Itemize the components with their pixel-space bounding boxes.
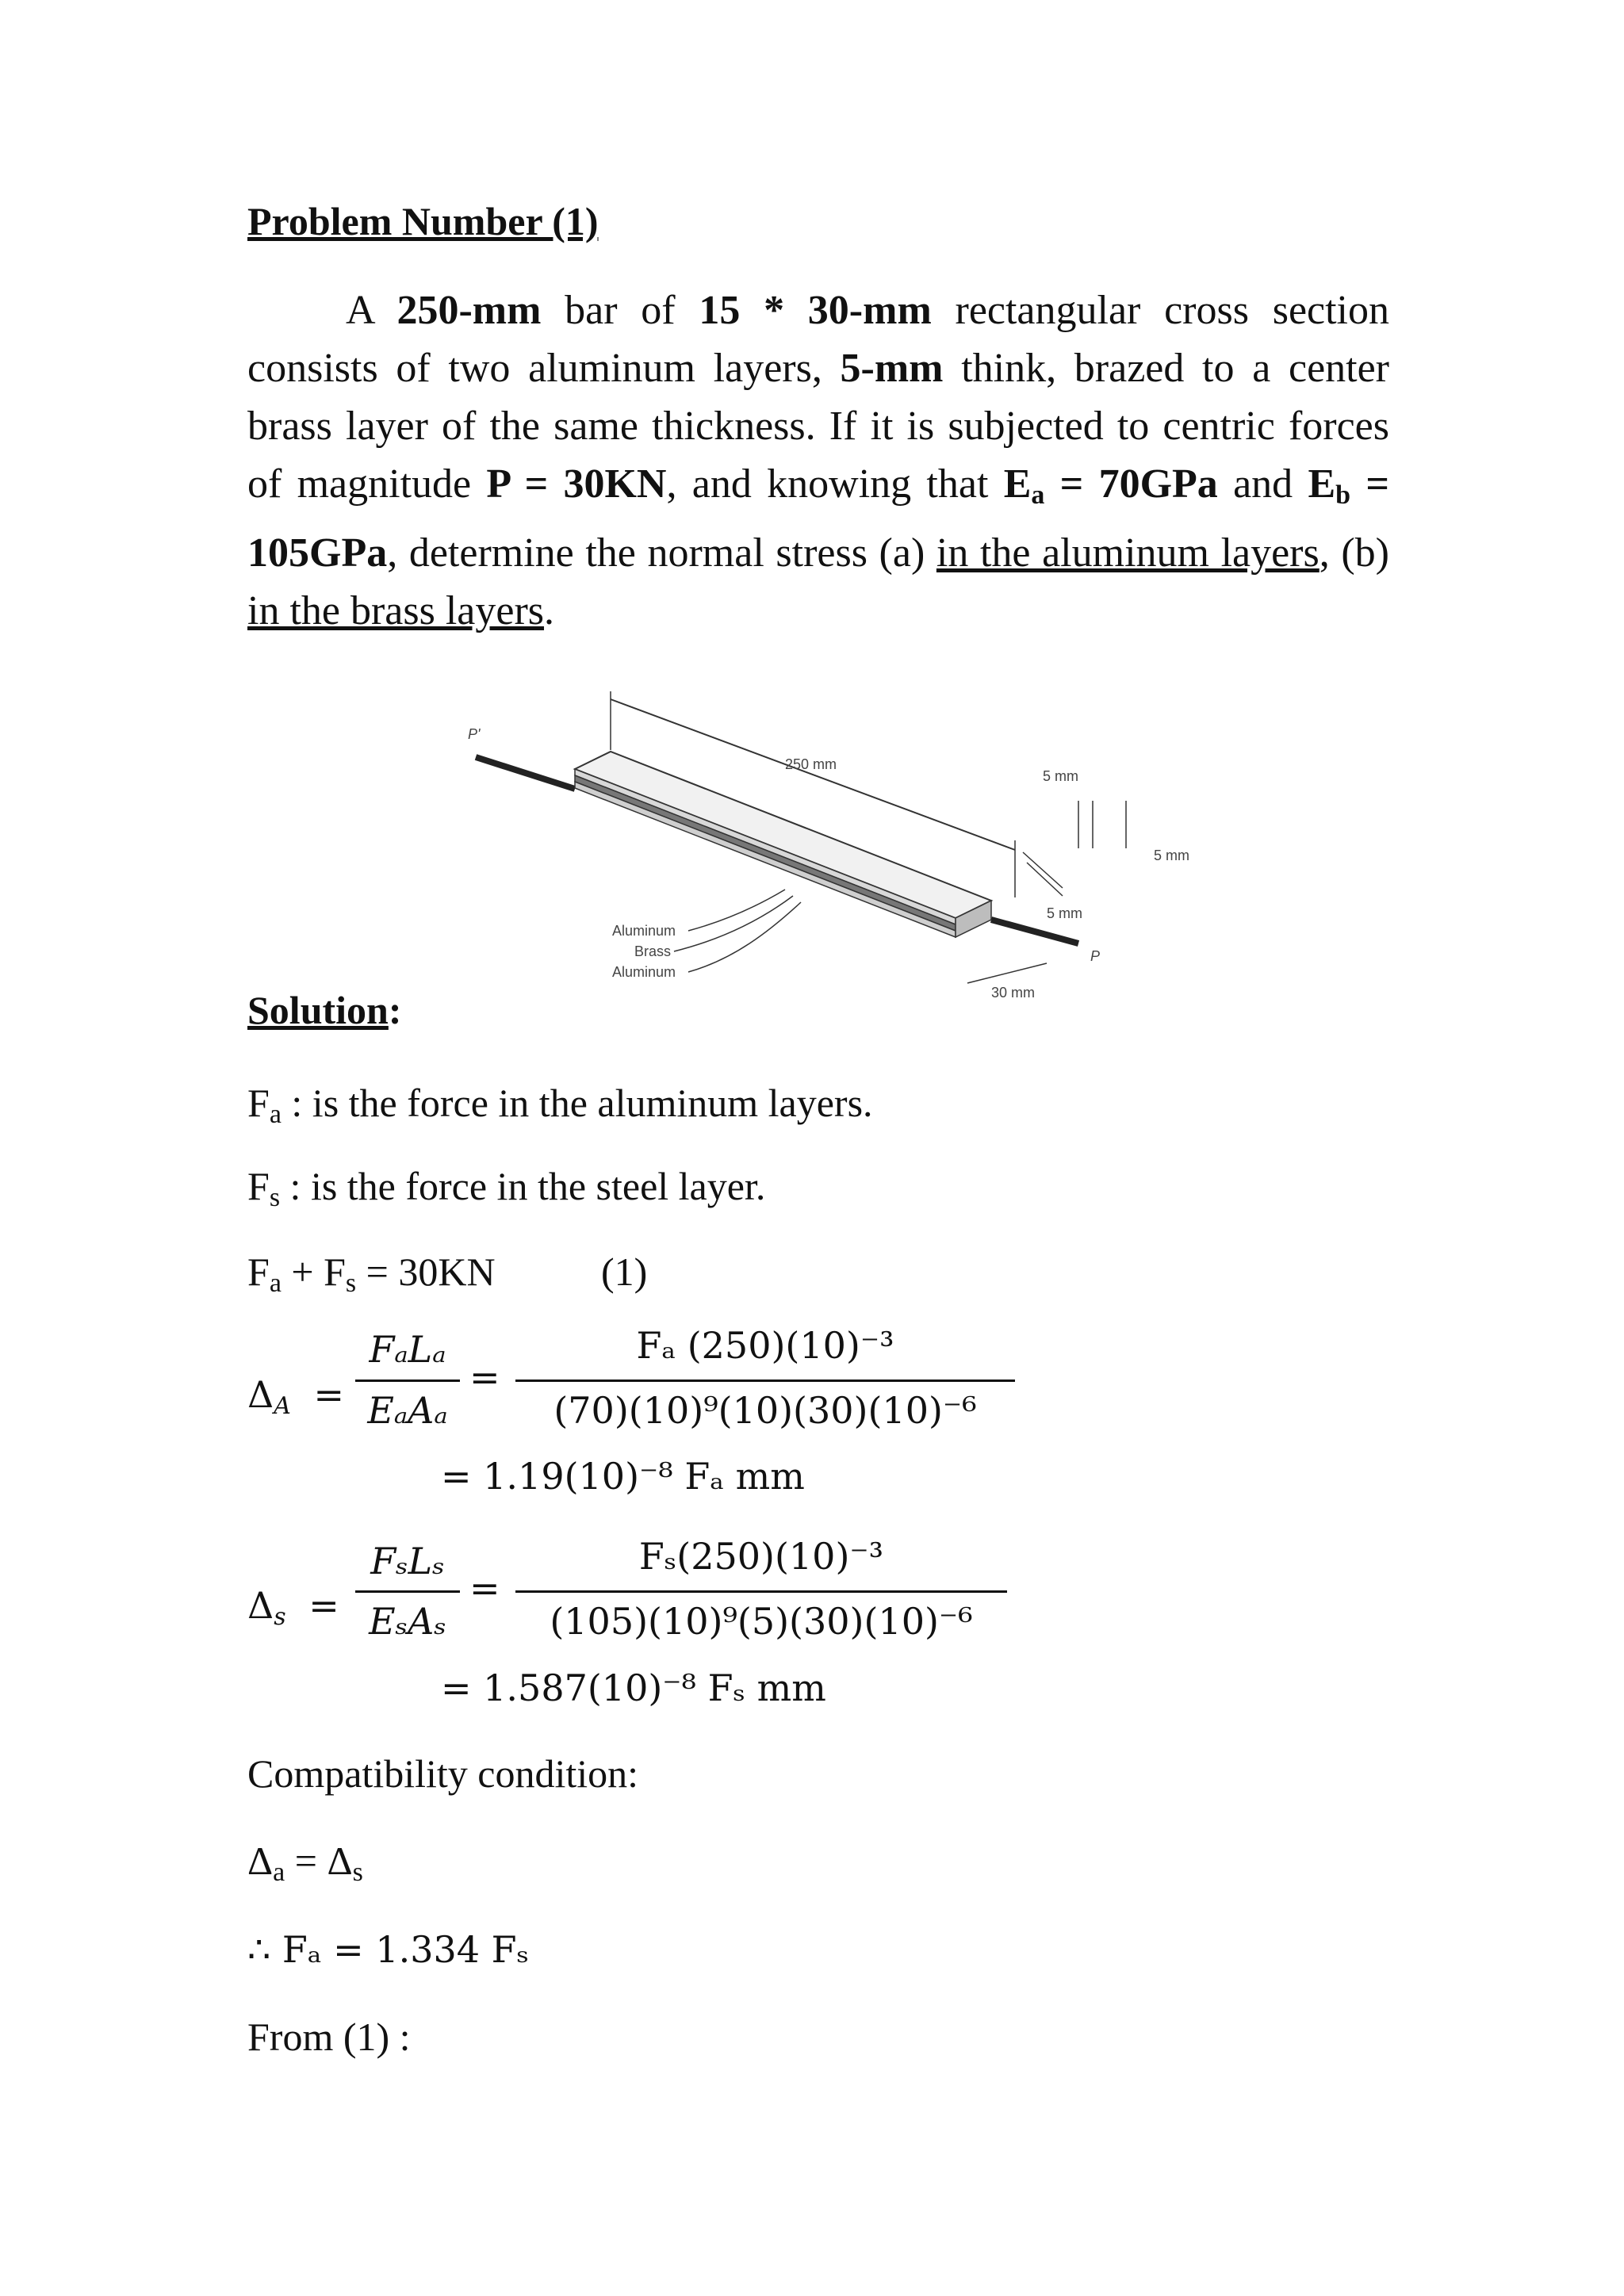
text-run: , and knowing that xyxy=(666,461,1004,507)
fraction-bar xyxy=(355,1590,460,1593)
delta-symbol: Δ xyxy=(247,1584,274,1627)
subscript: s xyxy=(352,1858,363,1887)
subscript: a xyxy=(1031,480,1045,510)
dimension-hatch xyxy=(1023,852,1063,888)
definition-text: : is the force in the aluminum layers. xyxy=(281,1081,873,1125)
subscript: s xyxy=(345,1269,357,1298)
bold-run: 5-mm xyxy=(840,346,944,391)
equals: = xyxy=(308,1584,339,1627)
underlined-run: in the brass layers xyxy=(247,588,545,633)
width-dimension-line xyxy=(967,963,1047,983)
solution-label: Solution xyxy=(247,988,389,1032)
bold-run: P = 30KN xyxy=(486,461,667,507)
equilibrium-equation xyxy=(247,1249,496,1299)
label-layer-aluminum-2: Aluminum xyxy=(612,964,676,980)
text-run: , determine the normal stress (a) xyxy=(387,530,936,576)
label-5mm-mid: 5 mm xyxy=(1047,905,1082,921)
text-run: rectangular cross section consists of two aluminum layers, xyxy=(247,288,1389,391)
brass-layer xyxy=(575,775,956,931)
equation-middle: = Δ xyxy=(285,1839,353,1883)
label-p-prime: P' xyxy=(468,726,481,742)
layered-bar-figure xyxy=(444,682,1205,1031)
delta-symbol: Δ xyxy=(247,1373,274,1416)
text-run: , (b) xyxy=(1319,530,1389,576)
label-layer-brass: Brass xyxy=(634,943,672,959)
label-layer-aluminum-1: Aluminum xyxy=(612,923,676,939)
delta-s-lhs xyxy=(247,1584,339,1631)
bold-run: = 105GPa xyxy=(247,461,1389,576)
label-length: 250 mm xyxy=(785,756,837,772)
delta-s-frac-num: FₛLₛ xyxy=(370,1540,445,1582)
bar-top-face xyxy=(575,752,991,918)
dimension-hatch xyxy=(1027,863,1063,896)
bold-run: = 70GPa xyxy=(1044,461,1218,507)
equals: = xyxy=(469,1356,500,1399)
leader-line xyxy=(674,896,793,951)
delta-a-frac-den: EₐAₐ xyxy=(367,1389,448,1432)
subscript: s xyxy=(274,1603,286,1631)
from-one-label: From (1) : xyxy=(247,2015,411,2059)
delta-a-numerator: Fₐ (250)(10)⁻³ xyxy=(636,1324,894,1367)
symbol: F xyxy=(247,1164,270,1208)
problem-statement xyxy=(247,281,1389,640)
label-30mm: 30 mm xyxy=(991,985,1036,1001)
equals: = xyxy=(469,1567,500,1609)
delta-a-result: = 1.19(10)⁻⁸ Fₐ mm xyxy=(441,1455,805,1498)
fraction-bar xyxy=(515,1590,1007,1593)
delta-s-frac-den: EₛAₛ xyxy=(369,1600,446,1643)
delta-s-denominator: (105)(10)⁹(5)(30)(10)⁻⁶ xyxy=(550,1600,973,1643)
leader-line xyxy=(688,902,801,972)
text-run: A xyxy=(346,288,397,333)
subscript: a xyxy=(269,1100,282,1129)
symbol: F xyxy=(247,1081,270,1125)
text-run: . xyxy=(544,588,555,633)
bold-run: 15 * 30-mm xyxy=(699,288,932,333)
underlined-run: in the aluminum layers xyxy=(936,530,1320,576)
label-5mm-top: 5 mm xyxy=(1043,768,1078,784)
delta-s-numerator: Fₛ(250)(10)⁻³ xyxy=(638,1535,884,1578)
equals: = xyxy=(313,1373,345,1416)
symbol: F xyxy=(247,1249,270,1294)
delta-s-result: = 1.587(10)⁻⁸ Fₛ mm xyxy=(441,1667,826,1709)
therefore-equation: ∴ Fₐ = 1.334 Fₛ xyxy=(247,1928,530,1971)
leader-line xyxy=(688,890,785,931)
fa-definition xyxy=(247,1080,873,1130)
bold-run: E xyxy=(1308,461,1336,507)
delta-symbol: Δ xyxy=(247,1839,274,1883)
label-p: P xyxy=(1090,948,1101,964)
right-rod xyxy=(991,920,1078,943)
equation-number: (1) xyxy=(601,1249,648,1294)
solution-heading xyxy=(247,987,402,1033)
subscript: a xyxy=(269,1269,282,1298)
bold-run: E xyxy=(1003,461,1032,507)
bold-run: 250-mm xyxy=(396,288,542,333)
left-rod xyxy=(476,757,575,789)
compatibility-label: Compatibility condition: xyxy=(247,1751,639,1796)
delta-a-frac-num: FₐLₐ xyxy=(369,1328,446,1371)
fraction-bar xyxy=(515,1380,1015,1382)
text-run: and xyxy=(1217,461,1308,507)
delta-a-denominator: (70)(10)⁹(10)(30)(10)⁻⁶ xyxy=(553,1389,977,1432)
text-run: bar of xyxy=(541,288,699,333)
equation-rhs: = 30KN xyxy=(356,1249,496,1294)
problem-title: Problem Number (1) xyxy=(247,199,599,243)
label-5mm-right: 5 mm xyxy=(1154,848,1189,863)
subscript: s xyxy=(269,1183,281,1212)
compatibility-equation xyxy=(247,1838,363,1888)
definition-text: : is the force in the steel layer. xyxy=(280,1164,766,1208)
fraction-bar xyxy=(355,1380,460,1382)
symbol: + F xyxy=(281,1249,346,1294)
subscript: A xyxy=(274,1392,291,1420)
subscript: a xyxy=(273,1858,285,1887)
delta-a-lhs xyxy=(247,1373,344,1420)
subscript: b xyxy=(1335,480,1351,510)
text-run: think, brazed to a center brass layer of the same thickness. If it is subjected to centric forces of magnitude xyxy=(247,346,1389,507)
fs-definition xyxy=(247,1163,765,1213)
solution-colon: : xyxy=(388,988,402,1032)
